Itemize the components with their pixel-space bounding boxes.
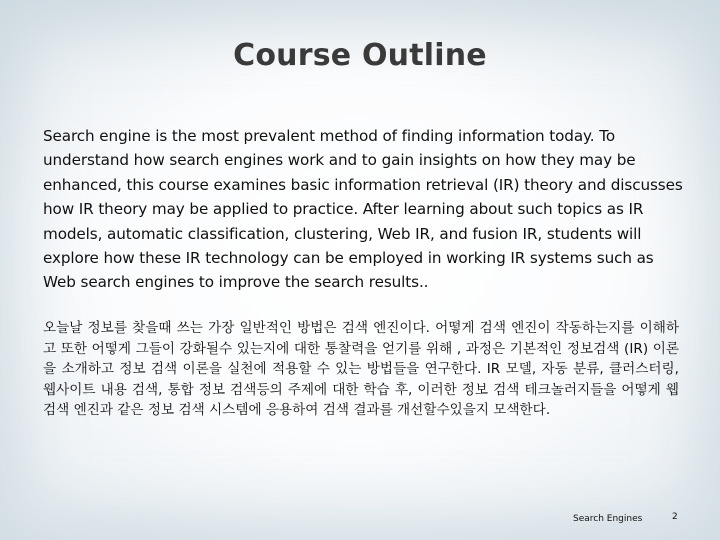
korean-description: 오늘날 정보를 찾을때 쓰는 가장 일반적인 방법은 검색 엔진이다. 어떻게 검색 엔진이 작동하는지를 이해하고 또한 어떻게 그들이 강화될수 있는지에 대한 통찰력을 얻기를 위해 , 과정은 기본적인 정보검색 (IR) 이론을 소개하고 정보 검색 이론을 실천에 적용할 수 있는 방법들을 연구한다. IR 모델, 자동 분류, 클러스터링, 웹사이트 내용 검색, 통합 정보 검색등의 주제에 대한 학습 후, 이러한 정보 검색 테크놀러지들을 어떻게 웹 검색 엔진과 같은 정보 검색 시스템에 응용하여 검색 결과를 개선할수있을지 모색한다.: [43, 320, 679, 418]
page-number: 2: [672, 512, 678, 522]
footer-course-label: Search Engines: [573, 514, 643, 524]
english-description: Search engine is the most prevalent method of finding information today. To understand how search engines work and to gain insights on how they may be enhanced, this course examines basic information retrieval (IR) theory and discusses how IR theory may be applied to practice. After learning about such topics as IR models, automatic classification, clustering, Web IR, and fusion IR, students will explore how these IR technology can be employed in working IR systems such as Web search engines to improve the search results..: [43, 127, 683, 292]
slide-title: Course Outline: [233, 38, 487, 73]
